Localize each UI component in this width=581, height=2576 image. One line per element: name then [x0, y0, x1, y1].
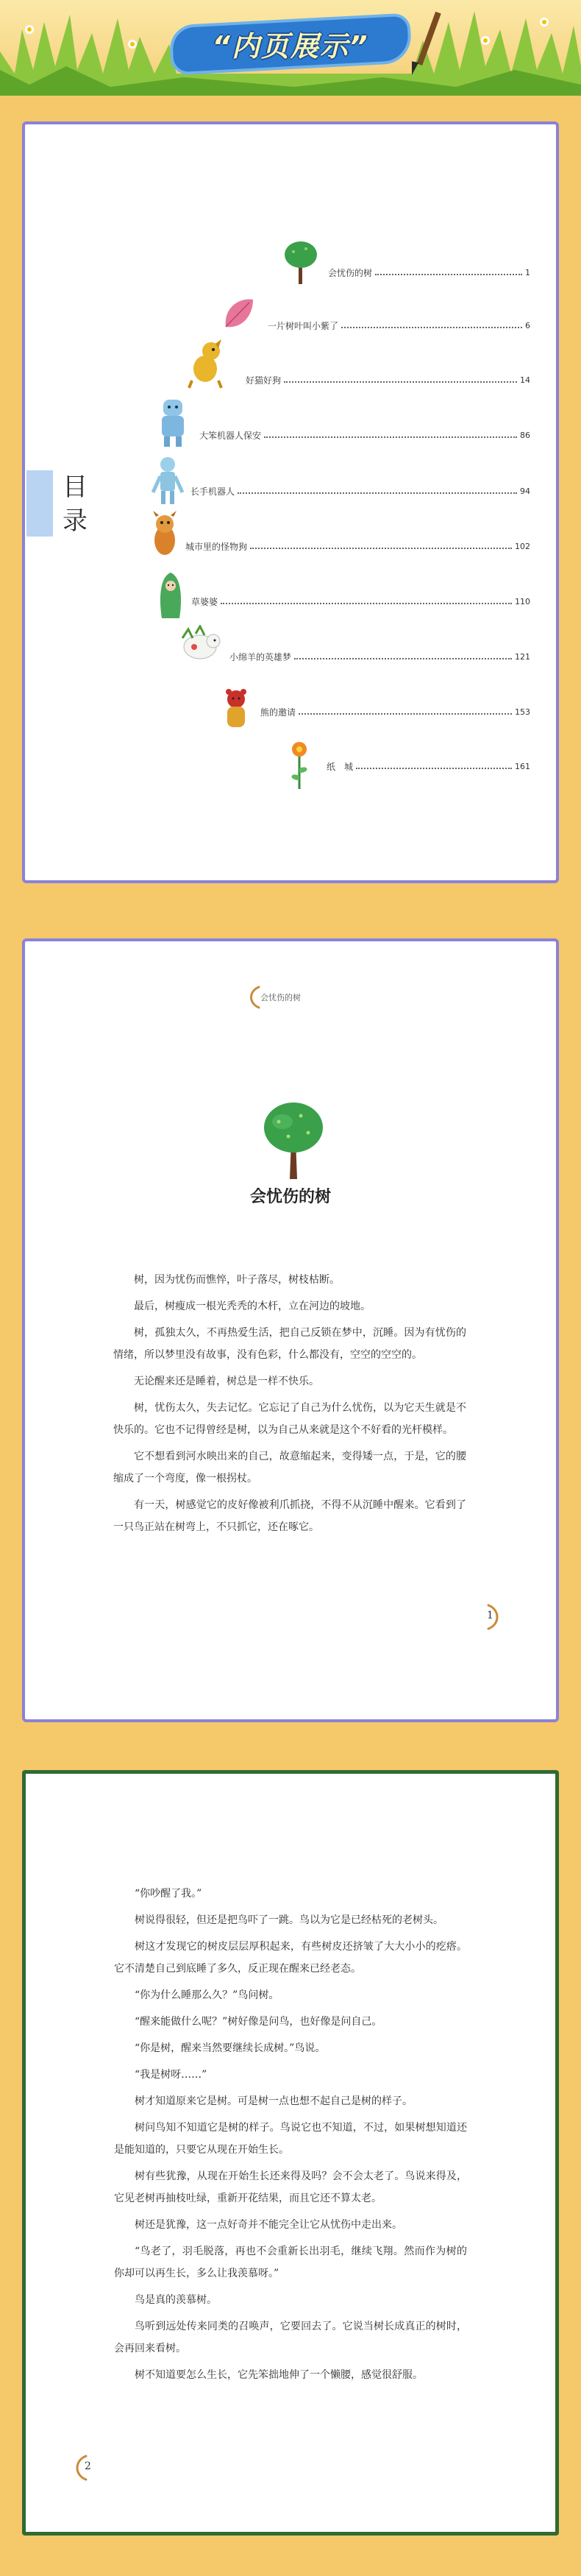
chapter-body — [113, 1269, 466, 1543]
paragraph: 树，因为忧伤而憔悴，叶子落尽，树枝枯断。 — [134, 1274, 340, 1286]
bear-icon — [220, 687, 252, 733]
content-page-1 — [22, 938, 559, 1722]
flower-icon — [282, 739, 316, 790]
paragraph: 树，孤独太久，不再热爱生活，把自己反锁在梦中，沉睡。因为有忧伤的情绪，所以梦里没有故事，没有色彩，什么都没有，空空的空空的。 — [113, 1327, 466, 1361]
paragraph: 鸟是真的羡慕树。 — [135, 2294, 217, 2306]
chapter-body — [114, 1883, 467, 2391]
toc-entry[interactable]: 长手机器人 94 — [190, 486, 530, 497]
paragraph: “你是树，醒来当然要继续长成树。”鸟说。 — [135, 2042, 326, 2054]
paragraph: 树才知道原来它是树。可是树一点也想不起自己是树的样子。 — [135, 2095, 413, 2107]
paragraph: “你吵醒了我。” — [135, 1888, 202, 1900]
tree-illustration — [260, 1100, 327, 1181]
toc-entry[interactable]: 熊的邀请 153 — [260, 707, 530, 718]
toc-entry[interactable]: 纸 城 161 — [327, 761, 530, 772]
paragraph: 最后，树瘦成一根光秃秃的木杆，立在河边的坡地。 — [134, 1301, 371, 1312]
paragraph: “鸟老了，羽毛脱落，再也不会重新长出羽毛，继续飞翔。然而作为树的你却可以再生长，多么让我羡慕呀。” — [114, 2246, 467, 2279]
toc-entry[interactable]: 小绵羊的英雄梦 121 — [229, 651, 530, 662]
robot-icon — [157, 397, 188, 448]
toc-title: 目 录 — [63, 473, 88, 536]
paragraph: “你为什么睡那么久？”鸟问树。 — [135, 1989, 279, 2001]
banner-title: “内页展示” — [212, 29, 369, 63]
chapter-title: 会忧伤的树 — [249, 1188, 331, 1206]
paragraph: 它不想看到河水映出来的自己，故意缩起来，变得矮一点，于是，它的腰缩成了一个弯度，像一根拐杖。 — [113, 1451, 466, 1485]
running-head: 会忧伤的树 — [260, 993, 301, 1002]
page-number: 1 — [487, 1610, 493, 1621]
header-banner — [0, 0, 581, 96]
paragraph: 树，忧伤太久，失去记忆。它忘记了自己为什么忧伤，以为它天生就是不快乐的。它也不记得曾经是树，以为自己从来就是这个不好看的光杆模样。 — [113, 1402, 466, 1436]
paragraph: 无论醒来还是睡着，树总是一样不快乐。 — [134, 1376, 319, 1387]
dog-icon — [183, 338, 227, 389]
paragraph: 有一天，树感觉它的皮好像被利爪抓挠，不得不从沉睡中醒来。它看到了一只鸟正站在树弯上，不只抓它，还在啄它。 — [113, 1499, 466, 1533]
toc-entry[interactable]: 城市里的怪物狗 102 — [185, 541, 530, 552]
tree-icon — [282, 238, 319, 286]
leaf-icon — [220, 294, 257, 334]
page-number: 2 — [85, 2460, 91, 2472]
paragraph: 树还是犹豫，这一点好奇并不能完全让它从忧伤中走出来。 — [135, 2219, 402, 2231]
paragraph: 树这才发现它的树皮层层厚积起来，有些树皮还挤皱了大大小小的疙瘩。它不清楚自己到底睡了多久，反正现在醒来已经老态。 — [114, 1941, 467, 1975]
toc-entry[interactable]: 一片树叶叫小紫了 6 — [268, 320, 530, 331]
sheep-icon — [178, 625, 224, 668]
paragraph: 鸟听到远处传来同类的召唤声，它要回去了。它说当树长成真正的树时，会再回来看树。 — [114, 2321, 467, 2354]
monster-dog-icon — [149, 511, 181, 562]
toc-entry[interactable]: 草婆婆 110 — [191, 596, 530, 607]
toc-tab-marker — [26, 470, 53, 537]
toc-entry[interactable]: 大笨机器人保安 86 — [199, 430, 530, 441]
paragraph: “醒来能做什么呢？”树好像是问鸟，也好像是问自己。 — [135, 2016, 382, 2028]
paintbrush-icon — [412, 7, 449, 88]
content-page-2 — [22, 1770, 559, 2536]
paragraph: 树说得很轻，但还是把鸟吓了一跳。鸟以为它是已经枯死的老树头。 — [135, 1914, 443, 1926]
paragraph: 树问鸟知不知道它是树的样子。鸟说它也不知道，不过，如果树想知道还是能知道的，只要它从现在开始生长。 — [114, 2122, 467, 2156]
toc-entry[interactable]: 好猫好狗 14 — [246, 375, 530, 386]
toc-page — [22, 121, 559, 883]
paragraph: “我是树呀……” — [135, 2069, 207, 2081]
paragraph: 树有些犹豫，从现在开始生长还来得及吗？会不会太老了。鸟说来得及，它见老树再抽枝吐绿，重新开花结果，而且它还不算太老。 — [114, 2170, 467, 2204]
toc-entry[interactable]: 会忧伤的树 1 — [328, 267, 530, 278]
long-arm-robot-icon — [152, 456, 184, 507]
grass-granny-icon — [156, 570, 185, 621]
paragraph: 树不知道要怎么生长，它先笨拙地伸了一个懒腰，感觉很舒服。 — [135, 2369, 423, 2381]
